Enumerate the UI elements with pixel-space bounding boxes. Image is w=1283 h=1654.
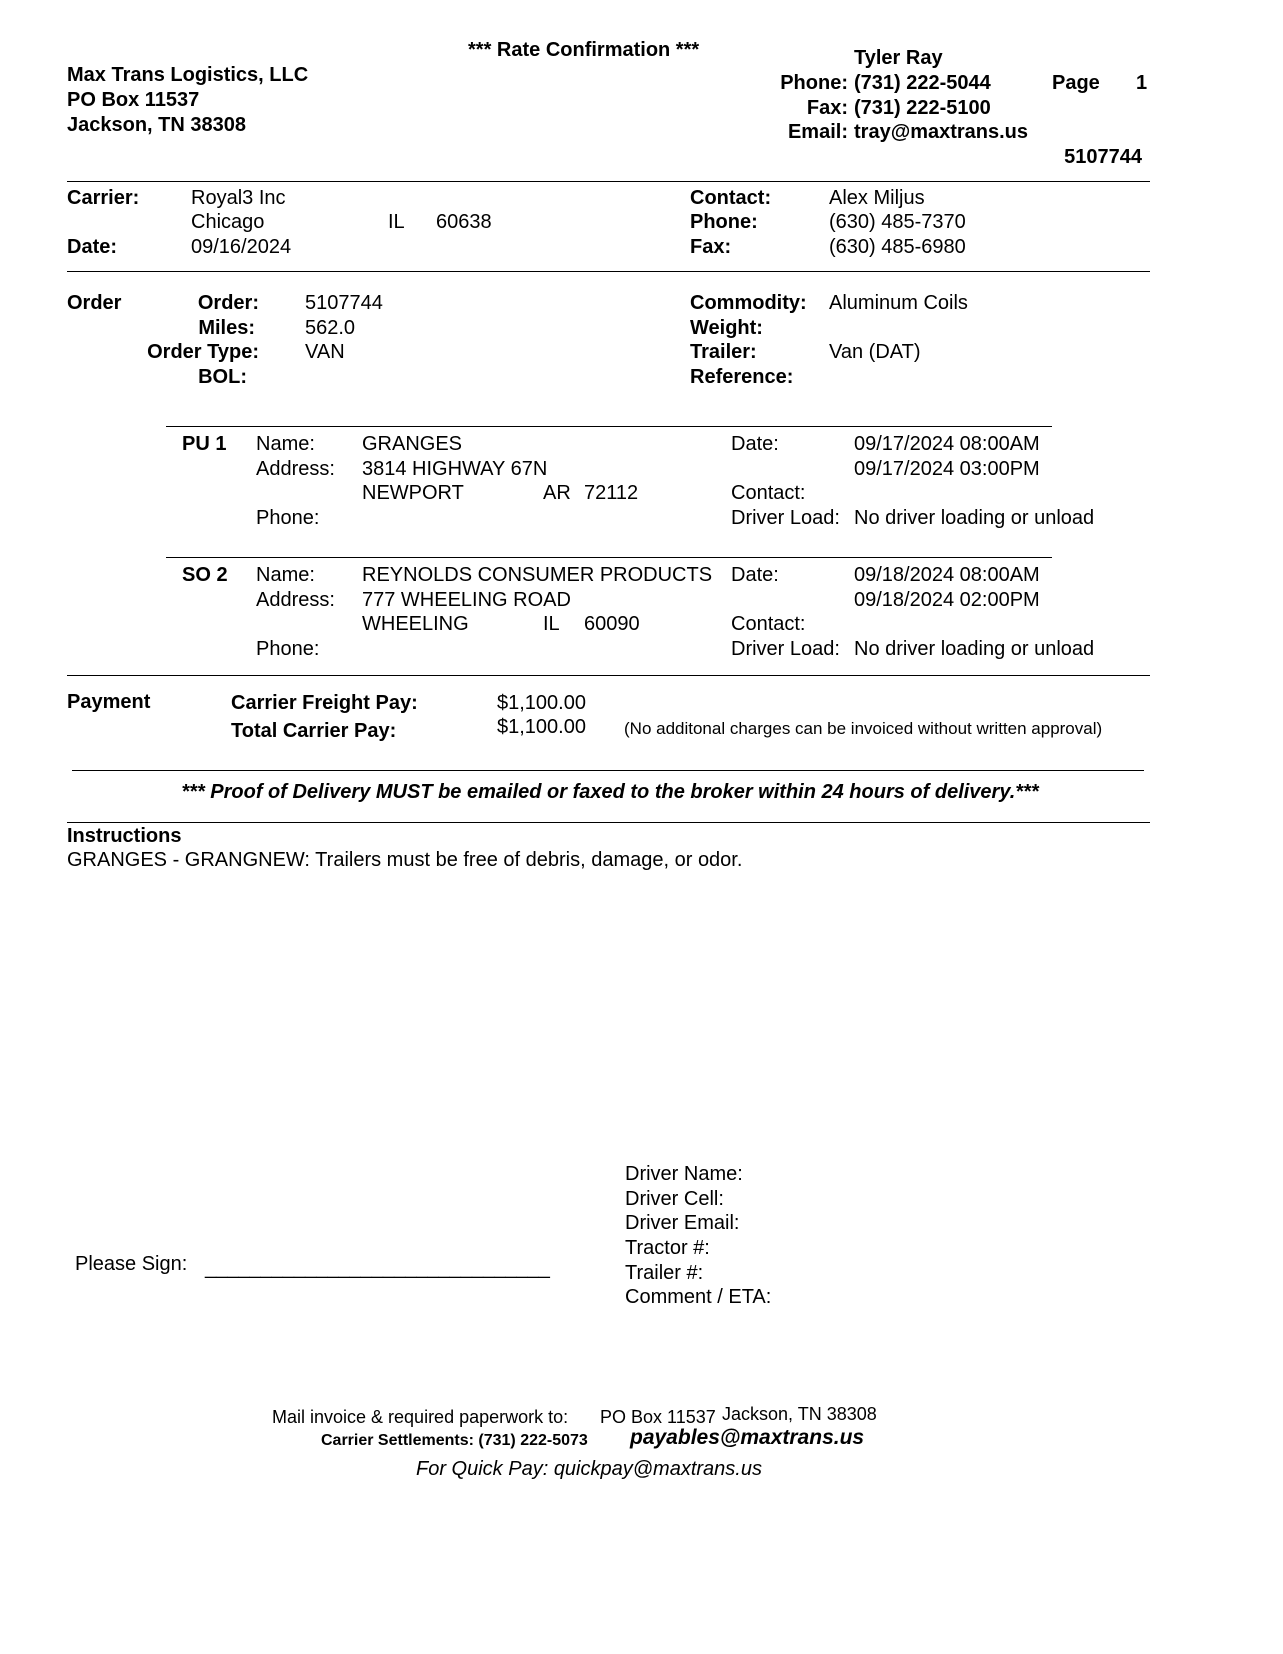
agent-email[interactable]: tray@maxtrans.us bbox=[854, 121, 1029, 143]
order-number: 5107744 bbox=[305, 292, 383, 314]
carrier-fax: (630) 485-6980 bbox=[829, 236, 966, 258]
order-section-label: Order bbox=[67, 292, 122, 314]
stop-1-name: GRANGES bbox=[362, 433, 463, 455]
stop-1-state: AR bbox=[543, 482, 571, 504]
total-pay-label: Total Carrier Pay: bbox=[231, 720, 397, 742]
mail-address-line2: Jackson, TN 38308 bbox=[722, 1404, 877, 1424]
stop-1-street: 3814 HIGHWAY 67N bbox=[362, 458, 548, 480]
stop-2-date-end: 09/18/2024 02:00PM bbox=[854, 589, 1040, 611]
carrier-contact: Alex Miljus bbox=[829, 187, 925, 209]
miles-label: Miles: bbox=[198, 317, 255, 339]
page-label: Page bbox=[1052, 72, 1100, 94]
carrier-zip: 60638 bbox=[436, 211, 492, 233]
agent-fax-label: Fax: bbox=[806, 97, 848, 119]
trailer-number-label: Trailer #: bbox=[625, 1262, 704, 1284]
carrier-phone: (630) 485-7370 bbox=[829, 211, 966, 233]
header-order-number: 5107744 bbox=[1064, 146, 1142, 168]
carrier-contact-label: Contact: bbox=[690, 187, 772, 209]
weight-label: Weight: bbox=[690, 317, 763, 339]
miles-value: 562.0 bbox=[305, 317, 356, 339]
stop-1-date-start: 09/17/2024 08:00AM bbox=[854, 433, 1040, 455]
agent-fax: (731) 222-5100 bbox=[854, 97, 991, 119]
mail-invoice-label: Mail invoice & required paperwork to: bbox=[272, 1407, 569, 1427]
stop-1-driver-load-label: Driver Load: bbox=[731, 507, 840, 529]
divider bbox=[72, 770, 1144, 771]
divider bbox=[67, 822, 1150, 823]
comment-eta-label: Comment / ETA: bbox=[625, 1286, 772, 1308]
company-address-line2: Jackson, TN 38308 bbox=[67, 114, 246, 136]
driver-email-label: Driver Email: bbox=[625, 1212, 740, 1234]
signature-line[interactable]: _______________________________ bbox=[205, 1257, 550, 1279]
stop-2-zip: 60090 bbox=[584, 613, 640, 635]
payables-email[interactable]: payables@maxtrans.us bbox=[630, 1426, 865, 1449]
tractor-number-label: Tractor #: bbox=[625, 1237, 710, 1259]
instructions-label: Instructions bbox=[67, 825, 182, 847]
driver-name-label: Driver Name: bbox=[625, 1163, 743, 1185]
bol-label: BOL: bbox=[198, 366, 247, 388]
stop-divider bbox=[166, 426, 1052, 427]
stop-1-code: PU 1 bbox=[182, 433, 227, 455]
divider bbox=[67, 675, 1150, 676]
stop-2-city: WHEELING bbox=[362, 613, 469, 635]
instructions-text: GRANGES - GRANGNEW: Trailers must be free of debris, damage, or odor. bbox=[67, 849, 743, 871]
stop-2-date-label: Date: bbox=[731, 564, 779, 586]
mail-address-line1: PO Box 11537 bbox=[600, 1407, 716, 1427]
carrier-settlements: Carrier Settlements: (731) 222-5073 bbox=[321, 1432, 588, 1449]
stop-2-address-label: Address: bbox=[256, 589, 335, 611]
carrier-name: Royal3 Inc bbox=[191, 187, 286, 209]
stop-1-zip: 72112 bbox=[584, 482, 639, 504]
reference-label: Reference: bbox=[690, 366, 794, 388]
carrier-label: Carrier: bbox=[67, 187, 140, 209]
carrier-fax-label: Fax: bbox=[690, 236, 732, 258]
rate-date: 09/16/2024 bbox=[191, 236, 292, 258]
total-pay-value: $1,100.00 bbox=[497, 716, 586, 738]
payment-section-label: Payment bbox=[67, 691, 151, 713]
stop-1-contact-label: Contact: bbox=[731, 482, 806, 504]
order-type-label: Order Type: bbox=[147, 341, 259, 363]
stop-2-name-label: Name: bbox=[256, 564, 315, 586]
driver-cell-label: Driver Cell: bbox=[625, 1188, 724, 1210]
stop-2-code: SO 2 bbox=[182, 564, 228, 586]
carrier-city: Chicago bbox=[191, 211, 265, 233]
stop-2-phone-label: Phone: bbox=[256, 638, 320, 660]
carrier-phone-label: Phone: bbox=[690, 211, 758, 233]
stop-1-name-label: Name: bbox=[256, 433, 315, 455]
stop-divider bbox=[166, 557, 1052, 558]
document-title: *** Rate Confirmation *** bbox=[468, 39, 700, 61]
agent-phone: (731) 222-5044 bbox=[854, 72, 991, 94]
stop-1-city: NEWPORT bbox=[362, 482, 464, 504]
agent-email-label: Email: bbox=[787, 121, 848, 143]
payment-note: (No additonal charges can be invoiced without written approval) bbox=[624, 719, 1103, 738]
carrier-state: IL bbox=[388, 211, 405, 233]
commodity-label: Commodity: bbox=[690, 292, 807, 314]
stop-1-phone-label: Phone: bbox=[256, 507, 320, 529]
stop-1-driver-load: No driver loading or unload bbox=[854, 507, 1095, 529]
stop-2-driver-load-label: Driver Load: bbox=[731, 638, 840, 660]
agent-name: Tyler Ray bbox=[854, 47, 943, 69]
stop-2-name: REYNOLDS CONSUMER PRODUCTS bbox=[362, 564, 713, 586]
order-label: Order: bbox=[197, 292, 259, 314]
commodity-value: Aluminum Coils bbox=[829, 292, 968, 314]
trailer-label: Trailer: bbox=[690, 341, 757, 363]
agent-phone-label: Phone: bbox=[780, 72, 848, 94]
stop-2-driver-load: No driver loading or unload bbox=[854, 638, 1095, 660]
page-number: 1 bbox=[1136, 72, 1148, 94]
order-type-value: VAN bbox=[305, 341, 345, 363]
quick-pay-email[interactable]: For Quick Pay: quickpay@maxtrans.us bbox=[416, 1458, 762, 1480]
stop-1-date-label: Date: bbox=[731, 433, 779, 455]
stop-1-date-end: 09/17/2024 03:00PM bbox=[854, 458, 1040, 480]
stop-2-state: IL bbox=[543, 613, 560, 635]
date-label: Date: bbox=[67, 236, 118, 258]
stop-2-date-start: 09/18/2024 08:00AM bbox=[854, 564, 1040, 586]
freight-pay-label: Carrier Freight Pay: bbox=[231, 692, 418, 714]
divider bbox=[67, 181, 1150, 182]
signature-label: Please Sign: bbox=[75, 1253, 188, 1275]
stop-2-street: 777 WHEELING ROAD bbox=[362, 589, 571, 611]
trailer-value: Van (DAT) bbox=[829, 341, 921, 363]
freight-pay-value: $1,100.00 bbox=[497, 692, 586, 714]
stop-2-contact-label: Contact: bbox=[731, 613, 806, 635]
company-address-line1: PO Box 11537 bbox=[67, 89, 200, 111]
divider bbox=[67, 271, 1150, 272]
company-name: Max Trans Logistics, LLC bbox=[67, 64, 309, 86]
stop-1-address-label: Address: bbox=[256, 458, 335, 480]
pod-notice: *** Proof of Delivery MUST be emailed or faxed to the broker within 24 hours of delivery.*** bbox=[181, 781, 1039, 803]
